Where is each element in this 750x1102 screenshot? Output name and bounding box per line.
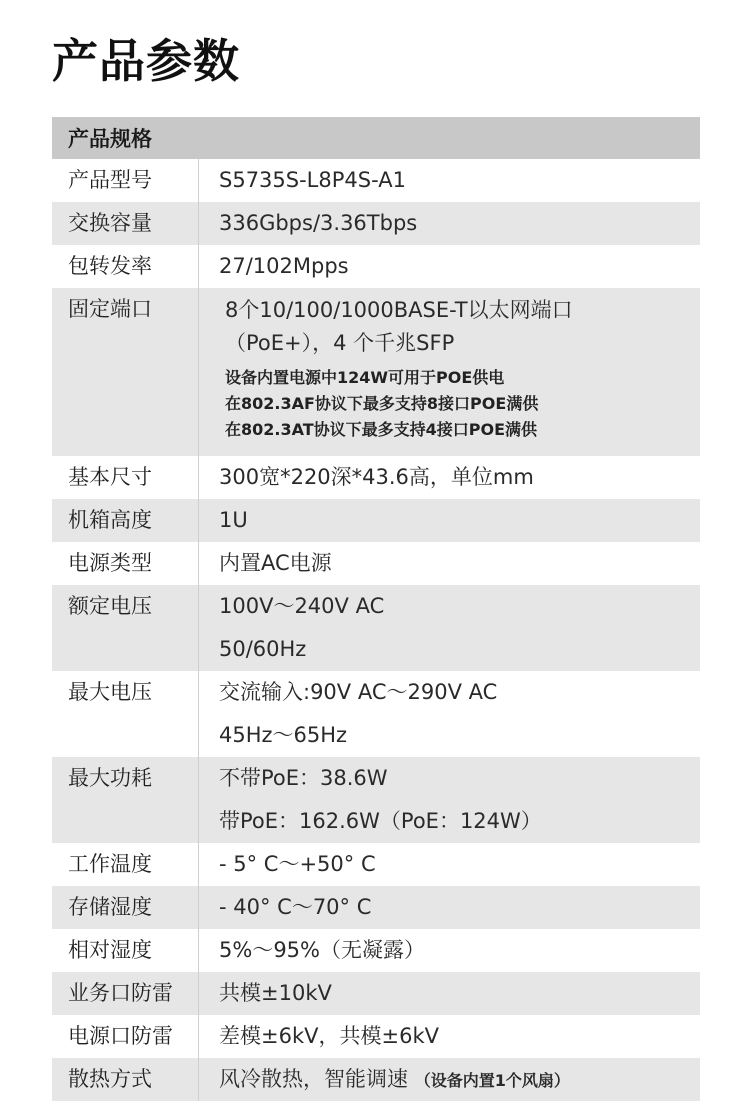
row-value — [199, 843, 700, 886]
row-value — [199, 972, 700, 1015]
value-note: 在802.3AT协议下最多支持4接口POE满供 — [225, 420, 538, 439]
page-title: 产品参数 — [52, 34, 240, 88]
table-row — [52, 499, 700, 542]
row-label: 机箱高度 — [52, 499, 199, 542]
row-value — [199, 499, 700, 542]
row-value — [199, 886, 700, 929]
row-label: 包转发率 — [52, 245, 199, 288]
table-row — [52, 1058, 700, 1101]
value-line: 5%～95%（无凝露） — [219, 938, 425, 962]
value-line: 336Gbps/3.36Tbps — [219, 211, 418, 235]
table-header: 产品规格 — [52, 117, 700, 159]
value-text: 风冷散热，智能调速 — [219, 1067, 415, 1091]
value-line: 45Hz～65Hz — [219, 723, 348, 747]
table-row — [52, 585, 700, 671]
spec-table — [52, 117, 700, 1101]
row-label: 存储湿度 — [52, 886, 199, 929]
row-value — [199, 929, 700, 972]
row-label: 交换容量 — [52, 202, 199, 245]
table-row — [52, 843, 700, 886]
value-line: 共模±10kV — [219, 981, 332, 1005]
value-line: （PoE+），4 个千兆SFP — [225, 331, 455, 355]
row-value — [199, 1058, 700, 1101]
value-line: 差模±6kV，共模±6kV — [219, 1024, 439, 1048]
value-line: 带PoE：162.6W（PoE：124W） — [219, 809, 542, 833]
row-label: 最大功耗 — [52, 757, 199, 843]
table-row — [52, 245, 700, 288]
value-line: - 40° C～70° C — [219, 895, 372, 919]
row-label: 电源类型 — [52, 542, 199, 585]
table-row — [52, 972, 700, 1015]
table-row — [52, 1015, 700, 1058]
value-line: 50/60Hz — [219, 637, 307, 661]
row-label: 基本尺寸 — [52, 456, 199, 499]
row-label: 产品型号 — [52, 159, 199, 202]
value-line: 8个10/100/1000BASE-T以太网端口 — [225, 298, 573, 322]
row-label: 电源口防雷 — [52, 1015, 199, 1058]
value-line — [219, 1058, 700, 1101]
value-line: 1U — [219, 508, 248, 532]
row-value — [199, 202, 700, 245]
row-value — [199, 542, 700, 585]
value-note: 设备内置电源中124W可用于POE供电 — [225, 368, 505, 387]
table-row — [52, 757, 700, 843]
row-value — [199, 671, 700, 757]
row-value — [199, 757, 700, 843]
row-label: 工作温度 — [52, 843, 199, 886]
value-line: 交流输入:90V AC～290V AC — [219, 680, 498, 704]
value-line: S5735S-L8P4S-A1 — [219, 168, 406, 192]
row-value — [199, 245, 700, 288]
value-note: 在802.3AF协议下最多支持8接口POE满供 — [225, 394, 539, 413]
value-line: 27/102Mpps — [219, 254, 349, 278]
row-value — [199, 456, 700, 499]
value-line: 内置AC电源 — [219, 551, 332, 575]
row-label: 固定端口 — [52, 288, 199, 456]
row-label: 额定电压 — [52, 585, 199, 671]
table-row — [52, 929, 700, 972]
table-row — [52, 202, 700, 245]
value-line: - 5° C～+50° C — [219, 852, 376, 876]
value-note: （设备内置1个风扇） — [414, 1071, 570, 1090]
value-line: 100V～240V AC — [219, 594, 385, 618]
table-row — [52, 159, 700, 202]
row-value — [199, 288, 700, 456]
table-row — [52, 288, 700, 456]
table-row — [52, 542, 700, 585]
value-line: 不带PoE：38.6W — [219, 766, 388, 790]
row-label: 散热方式 — [52, 1058, 199, 1101]
table-row — [52, 886, 700, 929]
row-label: 最大电压 — [52, 671, 199, 757]
row-label: 业务口防雷 — [52, 972, 199, 1015]
value-line: 300宽*220深*43.6高，单位mm — [219, 465, 534, 489]
table-row — [52, 671, 700, 757]
row-value — [199, 159, 700, 202]
row-label: 相对湿度 — [52, 929, 199, 972]
row-value — [199, 585, 700, 671]
row-value — [199, 1015, 700, 1058]
table-row — [52, 456, 700, 499]
